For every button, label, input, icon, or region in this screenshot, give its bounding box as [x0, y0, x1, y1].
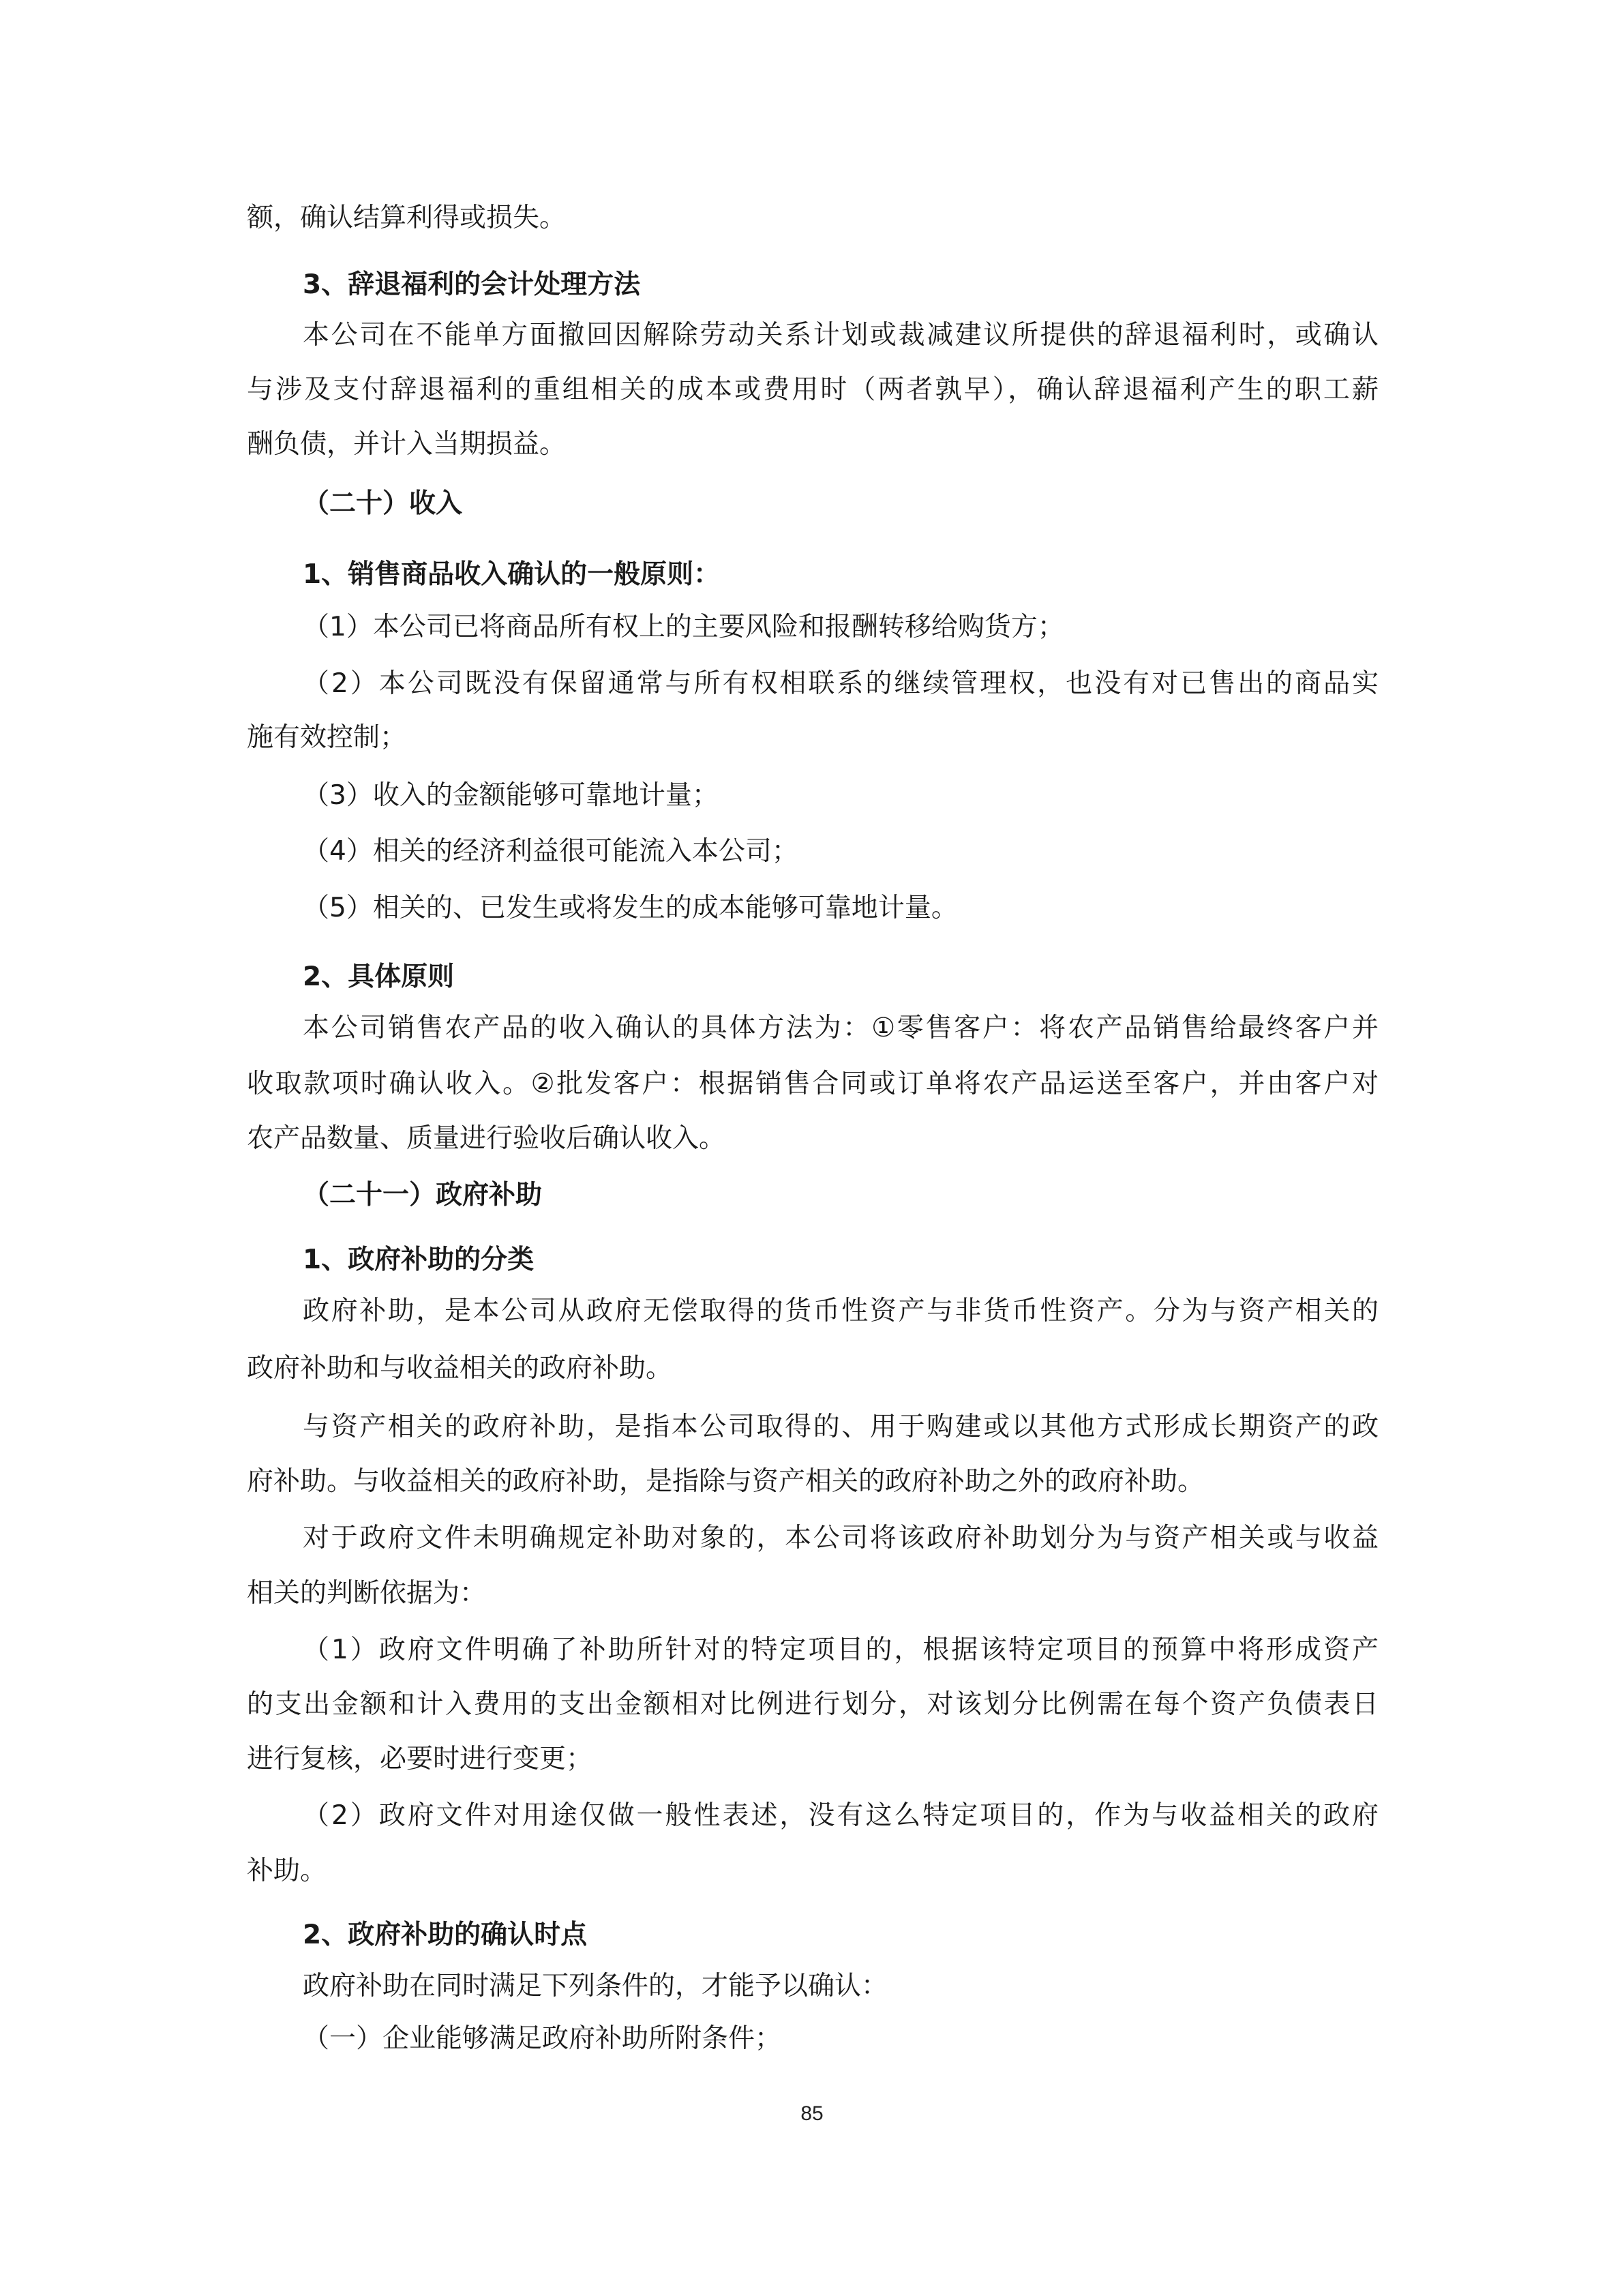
text-line: 府补助。与收益相关的政府补助，是指除与资产相关的政府补助之外的政府补助。	[247, 1466, 1205, 1497]
text-line: 进行复核，必要时进行变更；	[247, 1744, 593, 1774]
text-line: 施有效控制；	[247, 722, 407, 753]
text-line: 对于政府文件未明确规定补助对象的，本公司将该政府补助划分为与资产相关或与收益	[303, 1523, 1379, 1553]
text-line: 相关的判断依据为：	[247, 1578, 487, 1609]
page-number: 85	[800, 2102, 824, 2125]
subheading: 1、销售商品收入确认的一般原则：	[303, 559, 721, 590]
text-line: （4）相关的经济利益很可能流入本公司；	[303, 836, 798, 867]
text-line: 本公司在不能单方面撤回因解除劳动关系计划或裁减建议所提供的辞退福利时，或确认	[303, 320, 1379, 351]
text-line: （5）相关的、已发生或将发生的成本能够可靠地计量。	[303, 893, 958, 923]
text-line: 与涉及支付辞退福利的重组相关的成本或费用时（两者孰早），确认辞退福利产生的职工薪	[247, 374, 1379, 405]
text-line: （3）收入的金额能够可靠地计量；	[303, 780, 719, 811]
text-line: 农产品数量、质量进行验收后确认收入。	[247, 1123, 726, 1154]
text-line: 的支出金额和计入费用的支出金额相对比例进行划分，对该划分比例需在每个资产负债表日	[247, 1689, 1379, 1720]
text-line: （1）本公司已将商品所有权上的主要风险和报酬转移给购货方；	[303, 612, 1064, 642]
text-line: 与资产相关的政府补助，是指本公司取得的、用于购建或以其他方式形成长期资产的政	[303, 1412, 1379, 1442]
subheading: 3、辞退福利的会计处理方法	[303, 269, 641, 300]
text-line: （一）企业能够满足政府补助所附条件；	[303, 2023, 782, 2054]
text-line: （2）政府文件对用途仅做一般性表述，没有这么特定项目的，作为与收益相关的政府	[303, 1800, 1379, 1831]
subheading: 1、政府补助的分类	[303, 1244, 535, 1275]
section-heading: （二十）收入	[303, 488, 463, 519]
text-line: 酬负债，并计入当期损益。	[247, 429, 567, 460]
text-line: 收取款项时确认收入。②批发客户：根据销售合同或订单将农产品运送至客户，并由客户对	[247, 1069, 1379, 1099]
text-line: 补助。	[247, 1855, 327, 1886]
text-line: 政府补助和与收益相关的政府补助。	[247, 1353, 673, 1384]
text-line: 政府补助，是本公司从政府无偿取得的货币性资产与非货币性资产。分为与资产相关的	[303, 1296, 1379, 1326]
text-line: （2）本公司既没有保留通常与所有权相联系的继续管理权，也没有对已售出的商品实	[303, 668, 1379, 699]
section-heading: （二十一）政府补助	[303, 1180, 543, 1210]
text-line: （1）政府文件明确了补助所针对的特定项目的，根据该特定项目的预算中将形成资产	[303, 1635, 1379, 1665]
subheading: 2、具体原则	[303, 961, 455, 992]
text-line: 本公司销售农产品的收入确认的具体方法为：①零售客户：将农产品销售给最终客户并	[303, 1013, 1379, 1043]
text-line: 政府补助在同时满足下列条件的，才能予以确认：	[303, 1971, 888, 2001]
subheading: 2、政府补助的确认时点	[303, 1920, 588, 1950]
text-line: 额，确认结算利得或损失。	[247, 203, 567, 233]
